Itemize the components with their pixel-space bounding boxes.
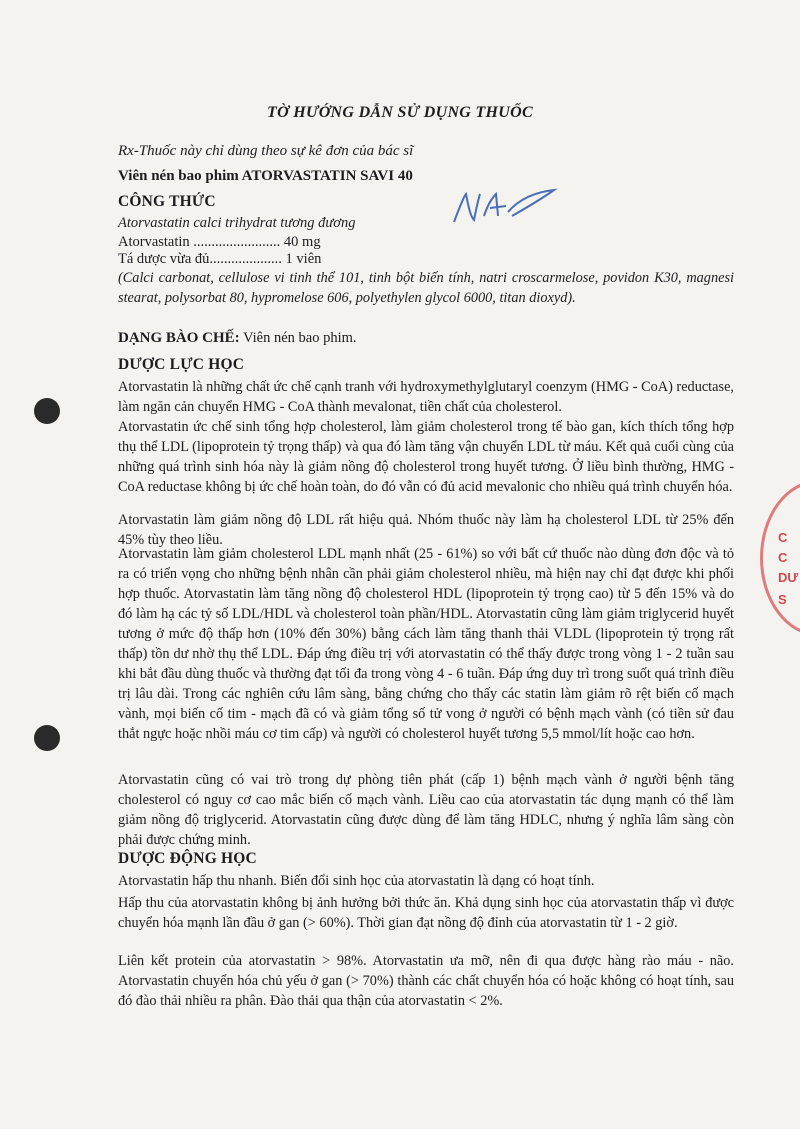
pharmacodynamics-paragraph-3: Atorvastatin làm giảm nồng độ LDL rất hiệu quả. Nhóm thuốc này làm hạ cholesterol LDL từ 25% đến 45% tùy theo liều. <box>118 512 734 548</box>
pharmacokinetics-paragraph-1: Atorvastatin hấp thu nhanh. Biến đổi sinh học của atorvastatin là dạng có hoạt tính. <box>118 873 595 889</box>
formula-excipients: (Calci carbonat, cellulose vi tinh thể 101, tinh bột biến tính, natri croscarmelose, povidon K30, magnesi stearat, polysorbat 80, hypromelose 606, polyethylen glycol 6000, titan dioxyd). <box>118 270 734 306</box>
dosage-form-value: Viên nén bao phim. <box>243 330 357 346</box>
pharmacodynamics-paragraph-4: Atorvastatin làm giảm cholesterol LDL mạnh nhất (25 - 61%) so với bất cứ thuốc nào dùng đơn độc và tỏ ra có triển vọng cho những bệnh nhân cần phải giảm cholesterol nhiều, mà hiện nay chỉ đạt được khi phối hợp thuốc. Atorvastatin làm tăng nồng độ cholesterol HDL (lipoprotein tỷ trọng cao) từ 5 đến 15% và do đó làm hạ các tỷ số LDL/HDL và cholesterol toàn phần/HDL. Atorvastatin cũng làm giảm triglycerid huyết tương ở mức độ thấp hơn (10% đến 30%) bằng cách làm tăng thanh thải VLDL (lipoprotein tỷ trọng rất thấp) tồn dư nhờ thụ thể LDL. Đáp ứng điều trị với atorvastatin có thể thấy được trong vòng 1 - 2 tuần sau khi bắt đầu dùng thuốc và thường đạt tối đa trong vòng 4 - 6 tuần. Đáp ứng duy trì trong suốt quá trình điều trị lâu dài. Trong các nghiên cứu lâm sàng, bằng chứng cho thấy các statin làm giảm rõ rệt biến cố mạch vành, mọi biến cố tim - mạch đã có và giảm tổng số tử vong ở người có bệnh mạch vành (có tiền sử đau thắt ngực hoặc nhồi máu cơ tim cấp) và người có cholesterol huyết tương 5,5 mmol/lít hoặc cao hơn. <box>118 546 734 742</box>
stamp-fragment-2: C <box>778 550 788 565</box>
signature-mark <box>450 186 560 236</box>
pharmacodynamics-paragraph-5: Atorvastatin cũng có vai trò trong dự phòng tiên phát (cấp 1) bệnh mạch vành ở người bệnh tăng cholesterol có nguy cơ cao mắc biến cố mạch vành. Liều cao của atorvastatin tác dụng mạnh có thể làm giảm nồng độ triglycerid. Atorvastatin cũng được dùng để làm tăng HDLC, nhưng ý nghĩa lâm sàng còn phải được chứng minh. <box>118 772 734 848</box>
pharmacodynamics-heading: DƯỢC LỰC HỌC <box>118 356 245 373</box>
product-name: Viên nén bao phim ATORVASTATIN SAVI 40 <box>118 168 413 184</box>
pharmacodynamics-paragraph-1: Atorvastatin là những chất ức chế cạnh tranh với hydroxymethylglutaryl coenzym (HMG - CoA) reductase, làm ngăn cản chuyển HMG - CoA thành mevalonat, tiền chất của cholesterol. <box>118 379 734 415</box>
punch-hole-top <box>34 398 60 424</box>
punch-hole-bottom <box>34 725 60 751</box>
formula-equivalent: Atorvastatin calci trihydrat tương đương <box>118 215 356 231</box>
pharmacokinetics-paragraph-2: Hấp thu của atorvastatin không bị ảnh hưởng bởi thức ăn. Khả dụng sinh học của atorvastatin thấp vì được chuyển hóa mạnh lần đầu ở gan (> 60%). Thời gian đạt nồng độ đỉnh của atorvastatin từ 1 - 2 giờ. <box>118 895 734 931</box>
formula-active-line: Atorvastatin ........................ 40 mg <box>118 234 321 250</box>
dosage-form <box>118 330 357 347</box>
pharmacokinetics-paragraph-3: Liên kết protein của atorvastatin > 98%. Atorvastatin ưa mỡ, nên đi qua được hàng rào máu - não. Atorvastatin chuyển hóa chủ yếu ở gan (> 70%) thành các chất chuyển hóa có hoặc không có hoạt tính, sau đó đào thải nhiều ra phân. Đào thải qua thận của atorvastatin < 2%. <box>118 953 734 1009</box>
stamp-fragment-3: DƯ <box>778 570 799 585</box>
formula-heading: CÔNG THỨC <box>118 193 216 210</box>
rx-note: Rx-Thuốc này chỉ dùng theo sự kê đơn của bác sĩ <box>118 143 414 159</box>
document-title: TỜ HƯỚNG DẪN SỬ DỤNG THUỐC <box>267 104 533 121</box>
stamp-fragment-4: S <box>778 592 787 607</box>
dosage-form-label: DẠNG BÀO CHẾ: <box>118 330 240 346</box>
formula-excipient-line: Tá dược vừa đủ.................... 1 viên <box>118 251 322 267</box>
pharmacodynamics-paragraph-2: Atorvastatin ức chế sinh tổng hợp cholesterol, làm giảm cholesterol trong tế bào gan, kích thích tổng hợp thụ thể LDL (lipoprotein tỷ trọng thấp) và qua đó làm tăng vận chuyển LDL từ máu. Kết quả cuối cùng của những quá trình sinh hóa này là giảm nồng độ cholesterol trong huyết tương. Ở liều bình thường, HMG - CoA reductase không bị ức chế hoàn toàn, do đó vẫn có đủ acid mevalonic cho nhiều quá trình chuyển hóa. <box>118 419 734 495</box>
pharmacokinetics-heading: DƯỢC ĐỘNG HỌC <box>118 850 257 867</box>
stamp-fragment-1: C <box>778 530 788 545</box>
